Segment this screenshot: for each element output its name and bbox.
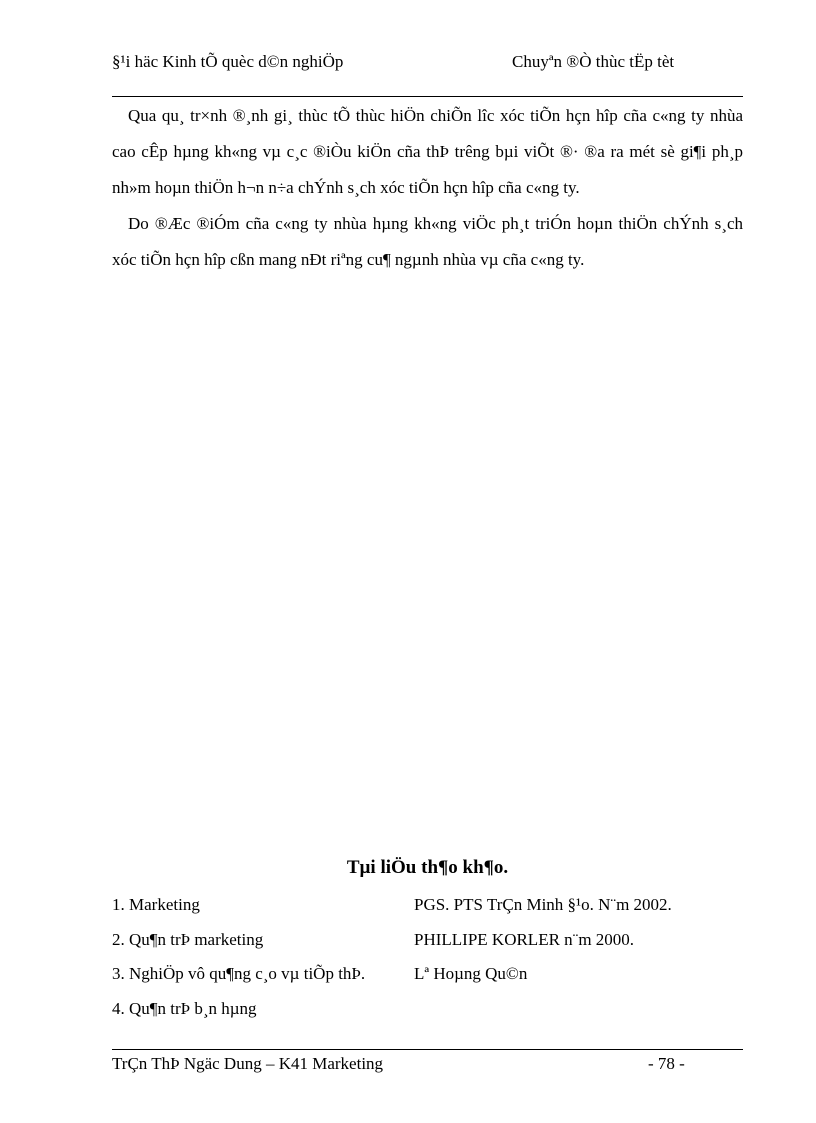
header-rule <box>112 96 743 97</box>
reference-item: 2. Qu¶n trÞ marketing <box>112 930 264 949</box>
page-number: - 78 - <box>648 1054 685 1073</box>
references-title: Tµi liÖu th¶o kh¶o. <box>346 857 509 878</box>
paragraph: Qua qu¸ tr×nh ®¸nh gi¸ thùc tÕ thùc hiÖn chiÕn lîc xóc tiÕn hçn hîp cña c«ng ty nhùa cao cÊp hµng kh«ng vµ c¸c ®iÒu kiÖn cña thÞ trêng bµi viÕt ®· ®a ra mét sè gi¶i ph¸p nh»m hoµn thiÖn h¬n n÷a chÝnh s¸ch xóc tiÕn hçn hîp cña c«ng ty. <box>112 106 743 197</box>
reference-source: PHILLIPE KORLER n¨m 2000. <box>414 930 635 949</box>
reference-item: 4. Qu¶n trÞ b¸n hµng <box>112 999 257 1018</box>
header-left: §¹i häc Kinh tÕ quèc d©n nghiÖp <box>112 52 344 71</box>
header-right: Chuyªn ®Ò thùc tËp tèt <box>512 52 675 71</box>
reference-source: PGS. PTS TrÇn Minh §¹o. N¨m 2002. <box>414 895 672 914</box>
reference-item: 3. NghiÖp vô qu¶ng c¸o vµ tiÕp thÞ. <box>112 964 366 983</box>
reference-source: Lª Hoµng Qu©n <box>414 964 528 983</box>
body-text <box>112 98 743 278</box>
footer-author: TrÇn ThÞ Ngäc Dung – K41 Marketing <box>112 1054 384 1073</box>
paragraph: Do ®Æc ®iÓm cña c«ng ty nhùa hµng kh«ng viÖc ph¸t triÓn hoµn thiÖn chÝnh s¸ch xóc tiÕn hçn hîp cßn mang nÐt riªng cu¶ ngµnh nhùa vµ cña c«ng ty. <box>112 214 743 269</box>
footer-rule <box>112 1049 743 1050</box>
reference-item: 1. Marketing <box>112 895 200 914</box>
